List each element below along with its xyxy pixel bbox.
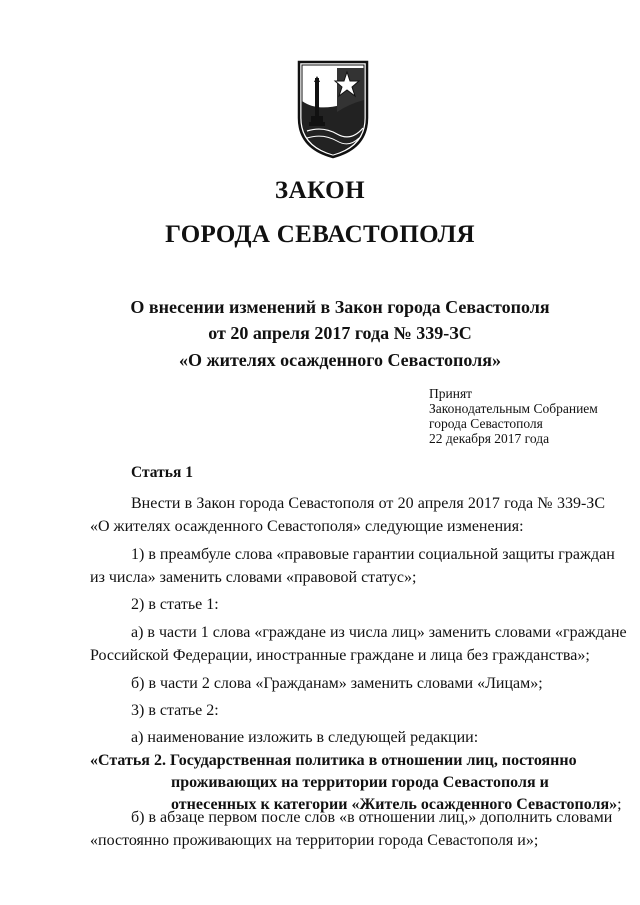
body-line: 2) в статье 1: [131,596,219,613]
body-line: «постоянно проживающих на территории города Севастополя и»; [90,832,539,849]
acceptance-line: Законодательным Собранием [429,401,598,416]
acceptance-line: Принят [429,386,473,401]
body-line: б) в абзаце первом после слов «в отношении лиц,» дополнить словами [131,809,613,826]
quoted-article-end: ; [617,796,622,813]
quoted-article-text: отнесенных к категории «Житель осажденного Севастополя» [171,796,618,813]
law-subtitle-line-3: «О жителях осажденного Севастополя» [179,350,501,370]
quoted-article-line: проживающих на территории города Севастополя и [171,774,549,791]
law-city-title: ГОРОДА СЕВАСТОПОЛЯ [165,221,475,248]
body-line: Российской Федерации, иностранные граждане и лица без гражданства»; [90,647,590,664]
body-line: 1) в преамбуле слова «правовые гарантии социальной защиты граждан [131,546,615,563]
article-heading: Статья 1 [131,464,193,481]
law-title: ЗАКОН [274,177,366,204]
sevastopol-coat-of-arms-emblem [293,56,373,160]
acceptance-note [429,386,598,446]
body-line: а) в части 1 слова «граждане из числа лиц» заменить словами «граждане [131,624,627,641]
acceptance-line: города Севастополя [429,416,543,431]
quoted-article-line: «Статья 2. Государственная политика в отношении лиц, постоянно [90,752,577,769]
acceptance-date: 22 декабря 2017 года [429,431,550,446]
body-line: «О жителях осажденного Севастополя» следующие изменения: [90,518,524,535]
body-line: б) в части 2 слова «Гражданам» заменить словами «Лицам»; [131,675,543,692]
law-subtitle-line-1: О внесении изменений в Закон города Севастополя [130,297,550,317]
body-line: а) наименование изложить в следующей редакции: [131,729,479,746]
body-line: из числа» заменить словами «правовой статус»; [90,569,417,586]
law-subtitle-line-2: от 20 апреля 2017 года № 339-ЗС [208,323,472,343]
body-line: Внести в Закон города Севастополя от 20 апреля 2017 года № 339-ЗС [131,495,605,512]
body-line: 3) в статье 2: [131,702,219,719]
